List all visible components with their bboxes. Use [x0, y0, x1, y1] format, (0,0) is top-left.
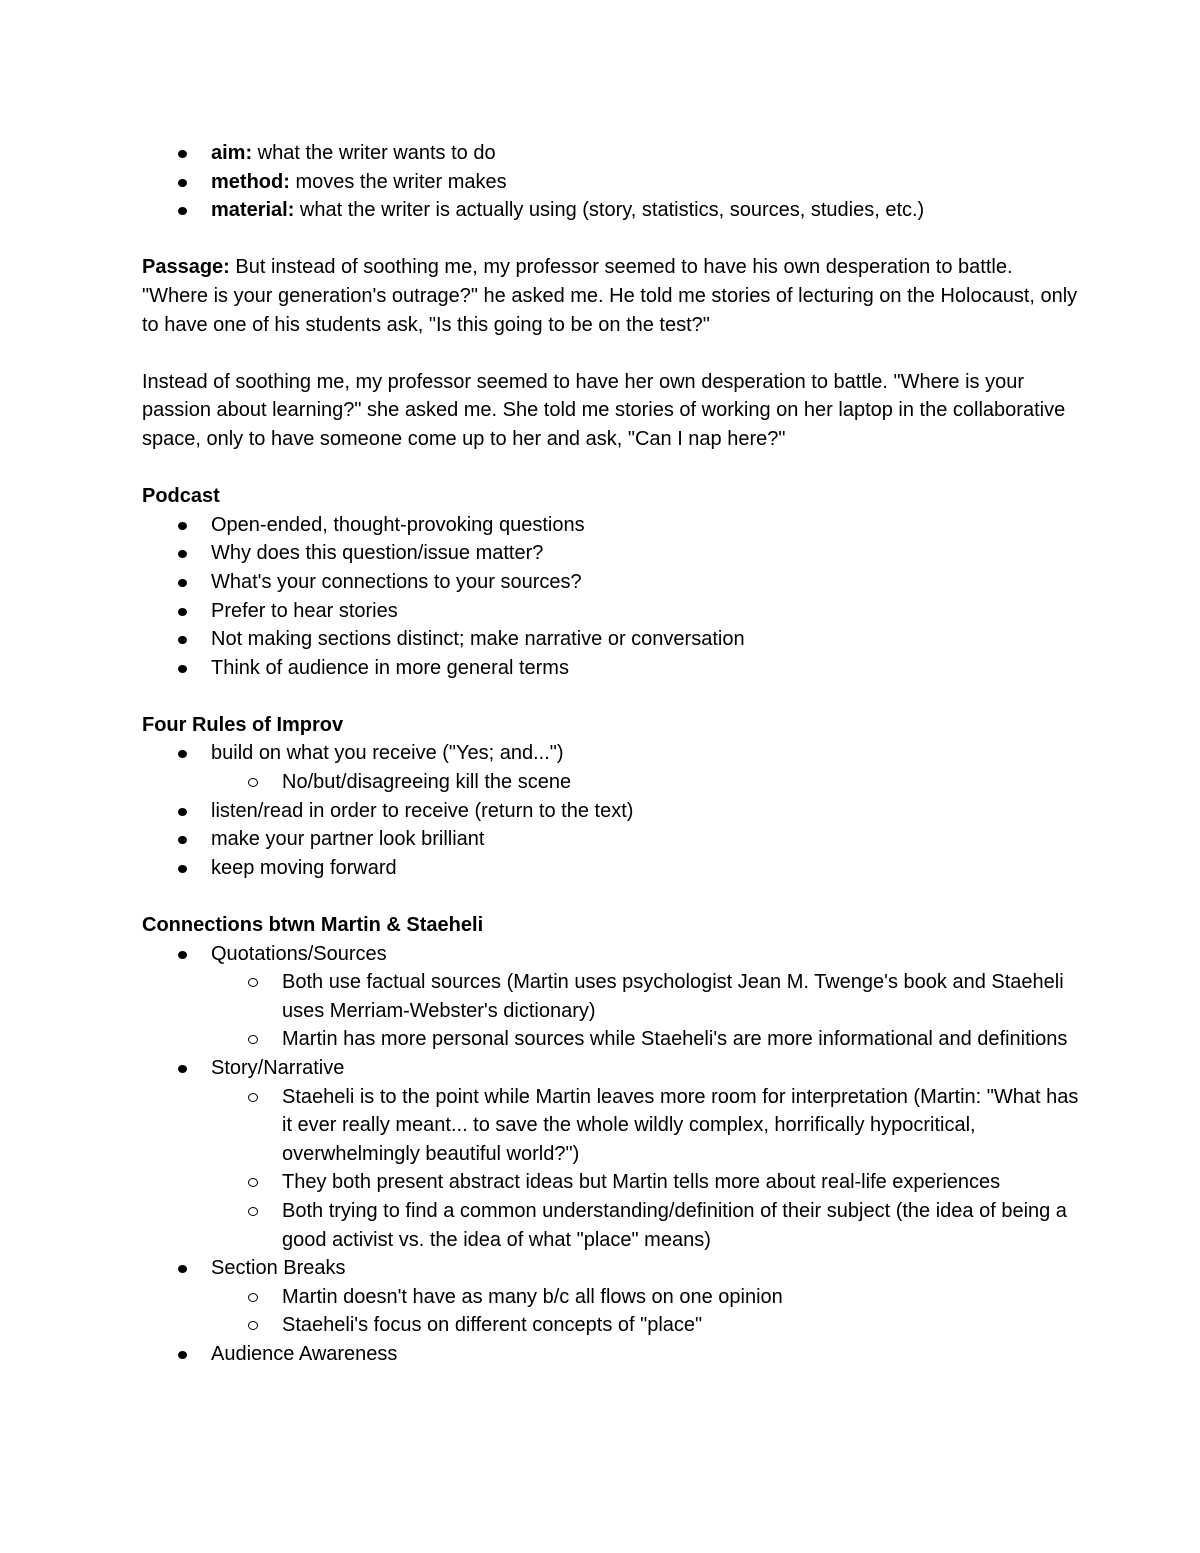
list-item: [142, 854, 1080, 883]
bullet-disc-icon: [178, 1351, 187, 1359]
bullet-circle-icon: [248, 1093, 258, 1102]
sub-list-item: [142, 1025, 1080, 1054]
bullet-circle-icon: [248, 1178, 258, 1187]
bullet-disc-icon: [178, 836, 187, 844]
passage-text: But instead of soothing me, my professor seemed to have his own desperation to battle. "Where is your generation's outrage?" he asked me. He told me stories of lecturing on the Holocaust, only to have one of his students ask, "Is this going to be on the test?": [142, 256, 1078, 336]
sub-list-item-text: Martin has more personal sources while Staeheli's are more informational and definitions: [282, 1028, 1068, 1051]
spacer: [142, 454, 1080, 483]
list-item: [142, 597, 1080, 626]
bullet-disc-icon: [178, 1265, 187, 1273]
bullet-disc-icon: [178, 1065, 187, 1073]
bullet-disc-icon: [178, 636, 187, 644]
sub-list-item-text: No/but/disagreeing kill the scene: [282, 771, 572, 794]
bullet-disc-icon: [178, 808, 187, 816]
list-item-text: Audience Awareness: [211, 1342, 398, 1365]
bullet-disc-icon: [178, 150, 187, 158]
sub-list-item-text: Staeheli's focus on different concepts of "place": [282, 1314, 703, 1337]
term-label: aim:: [211, 142, 253, 164]
bullet-disc-icon: [178, 207, 187, 215]
sub-list-item-text: They both present abstract ideas but Martin tells more about real-life experiences: [282, 1171, 1001, 1194]
term-text: moves the writer makes: [289, 170, 507, 193]
passage-label: Passage:: [142, 256, 230, 279]
podcast-heading: Podcast: [142, 485, 220, 508]
sub-list-item-text: Martin doesn't have as many b/c all flows on one opinion: [282, 1285, 783, 1308]
list-item-text: make your partner look brilliant: [211, 828, 485, 851]
sub-list-item: [142, 768, 1080, 797]
bullet-circle-icon: [248, 1035, 258, 1044]
sub-list-item: [142, 1197, 1080, 1254]
list-item-text: Story/Narrative: [211, 1057, 345, 1079]
list-item: [142, 139, 1080, 168]
bullet-circle-icon: [248, 1321, 258, 1330]
list-item: [142, 568, 1080, 597]
spacer: [142, 225, 1080, 254]
list-item: [142, 1254, 1080, 1340]
list-item: [142, 168, 1080, 197]
list-item: [142, 1054, 1080, 1254]
sub-list: [142, 968, 1080, 1054]
connections-heading: Connections btwn Martin & Staeheli: [142, 914, 484, 937]
list-item-text: What's your connections to your sources?: [211, 570, 582, 593]
list-item: [142, 797, 1080, 826]
sub-list-item: [142, 1283, 1080, 1312]
list-item-text: Prefer to hear stories: [211, 599, 398, 622]
term-text: what the writer wants to do: [252, 142, 496, 164]
bullet-disc-icon: [178, 665, 187, 673]
list-item-text: listen/read in order to receive (return to the text): [211, 799, 634, 822]
bullet-disc-icon: [178, 522, 187, 530]
sub-list-item-text: Both trying to find a common understanding/definition of their subject (the idea of being a good activist vs. the idea of what "place" means): [282, 1199, 1067, 1251]
bullet-circle-icon: [248, 1207, 258, 1216]
list-item-text: build on what you receive ("Yes; and..."): [211, 742, 564, 765]
sub-list-item: [142, 1083, 1080, 1169]
intro-list: [142, 139, 1080, 225]
term-text: what the writer is actually using (story, statistics, sources, studies, etc.): [294, 199, 925, 222]
list-item: [142, 940, 1080, 1054]
bullet-circle-icon: [248, 978, 258, 987]
list-item-text: Think of audience in more general terms: [211, 656, 569, 679]
term-label: method:: [211, 170, 290, 193]
list-item: [142, 654, 1080, 683]
list-item: [142, 825, 1080, 854]
list-item: [142, 539, 1080, 568]
improv-list: [142, 739, 1080, 882]
list-item: [142, 1340, 1080, 1369]
passage-paragraph: [142, 253, 1080, 339]
list-item: [142, 625, 1080, 654]
list-item-text: Section Breaks: [211, 1257, 346, 1280]
sub-list: [142, 1083, 1080, 1255]
bullet-disc-icon: [178, 179, 187, 187]
list-item-text: Why does this question/issue matter?: [211, 542, 544, 565]
bullet-circle-icon: [248, 1293, 258, 1302]
bullet-circle-icon: [248, 778, 258, 787]
spacer: [142, 682, 1080, 711]
bullet-disc-icon: [178, 608, 187, 616]
term-label: material:: [211, 199, 295, 222]
sub-list-item-text: Staeheli is to the point while Martin leaves more room for interpretation (Martin: "What has it ever really meant... to save the whole wildly complex, horrifically hypocritical, overwhelmingly beautiful world?"): [282, 1085, 1079, 1165]
bullet-disc-icon: [178, 750, 187, 758]
spacer: [142, 339, 1080, 368]
bullet-disc-icon: [178, 865, 187, 873]
sub-list-item: [142, 1168, 1080, 1197]
sub-list-item-text: Both use factual sources (Martin uses psychologist Jean M. Twenge's book and Staeheli uses Merriam-Webster's dictionary): [282, 971, 1064, 1022]
sub-list: [142, 1283, 1080, 1340]
list-item: [142, 739, 1080, 796]
podcast-list: [142, 511, 1080, 683]
improv-heading: Four Rules of Improv: [142, 713, 344, 736]
list-item-text: keep moving forward: [211, 856, 397, 879]
bullet-disc-icon: [178, 951, 187, 959]
sub-list-item: [142, 1311, 1080, 1340]
sub-list: [142, 768, 1080, 797]
list-item-text: Quotations/Sources: [211, 942, 387, 965]
connections-list: [142, 940, 1080, 1369]
list-item-text: Open-ended, thought-provoking questions: [211, 513, 585, 536]
spacer: [142, 882, 1080, 911]
sub-list-item: [142, 968, 1080, 1025]
list-item: [142, 511, 1080, 540]
list-item-text: Not making sections distinct; make narrative or conversation: [211, 628, 745, 651]
list-item: [142, 196, 1080, 225]
rewrite-paragraph: Instead of soothing me, my professor seemed to have her own desperation to battle. "Where is your passion about learning?" she asked me. She told me stories of working on her laptop in the collaborative space, only to have someone come up to her and ask, "Can I nap here?": [142, 370, 1066, 450]
bullet-disc-icon: [178, 579, 187, 587]
bullet-disc-icon: [178, 550, 187, 558]
